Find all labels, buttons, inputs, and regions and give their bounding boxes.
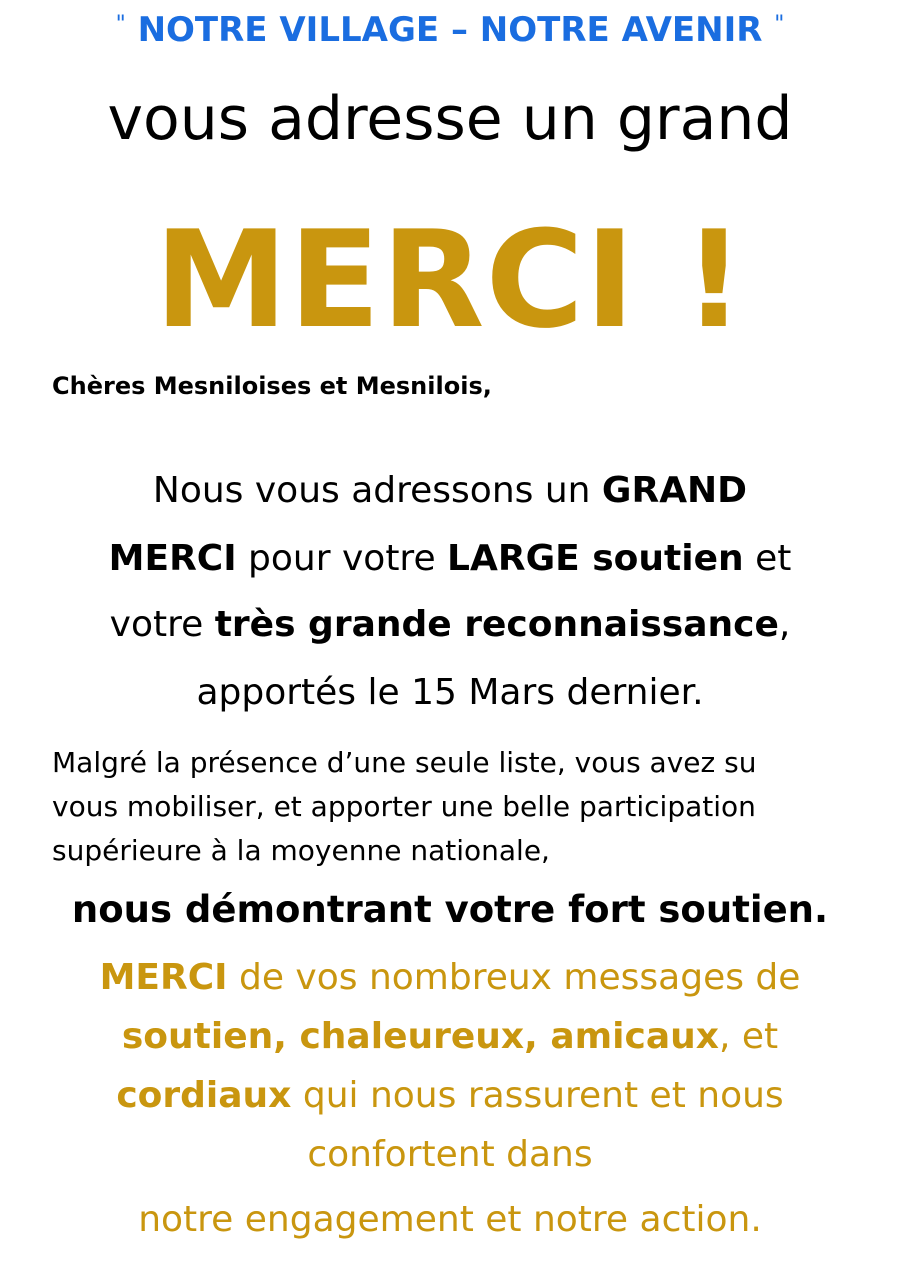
paragraph3-line5: notre engagement et notre action. [138,1199,762,1240]
p3-l3-text: qui nous rassurent et nous [291,1075,784,1116]
paragraph3-line3 [0,1075,900,1116]
p3-l1-text: de vos nombreux messages de [227,957,801,998]
p1-l1-text: Nous vous adressons un [152,470,602,511]
headline-merci: MERCI ! [154,202,746,358]
header-quote-open: " [115,12,126,37]
p1-l3-bold-reconnaissance: reconnaissance [451,604,779,645]
p1-l2-bold-soutien: LARGE soutien [447,538,744,579]
paragraph3-line1 [0,957,900,998]
p1-l3-bold: très grande [214,604,452,645]
p3-l2-bold: soutien, chaleureux, amicaux [121,1016,719,1057]
header-title: NOTRE VILLAGE – NOTRE AVENIR [137,10,763,50]
p1-l2-end: et [743,538,792,579]
p1-l2-text: pour votre [236,538,448,579]
p1-l3-end: , [778,604,791,645]
paragraph2-line3: supérieure à la moyenne nationale, [52,834,550,867]
p3-l3-bold: cordiaux [116,1075,292,1116]
paragraph1-line3 [0,604,900,645]
paragraph1-line2 [0,538,900,579]
paragraph3-line2 [0,1016,900,1057]
paragraph2-line2: vous mobiliser, et apporter une belle participation [52,790,756,823]
p1-l3-text: votre [109,604,215,645]
p1-l1-bold: GRAND [601,470,748,511]
p3-l1-bold-merci: MERCI [99,957,228,998]
header-quote-close: " [774,12,785,37]
paragraph2-line1: Malgré la présence d’une seule liste, vous avez su [52,746,757,779]
strong-support-line: nous démontrant votre fort soutien. [71,888,829,931]
header-title-line [0,10,900,50]
greeting: Chères Mesniloises et Mesnilois, [52,372,492,400]
subtitle: vous adresse un grand [107,84,793,154]
paragraph1-line1 [0,470,900,511]
paragraph3-line4: confortent dans [307,1134,593,1175]
p1-l2-bold-merci: MERCI [108,538,237,579]
p3-l2-text: , et [718,1016,779,1057]
paragraph1-line4: apportés le 15 Mars dernier. [196,672,704,713]
